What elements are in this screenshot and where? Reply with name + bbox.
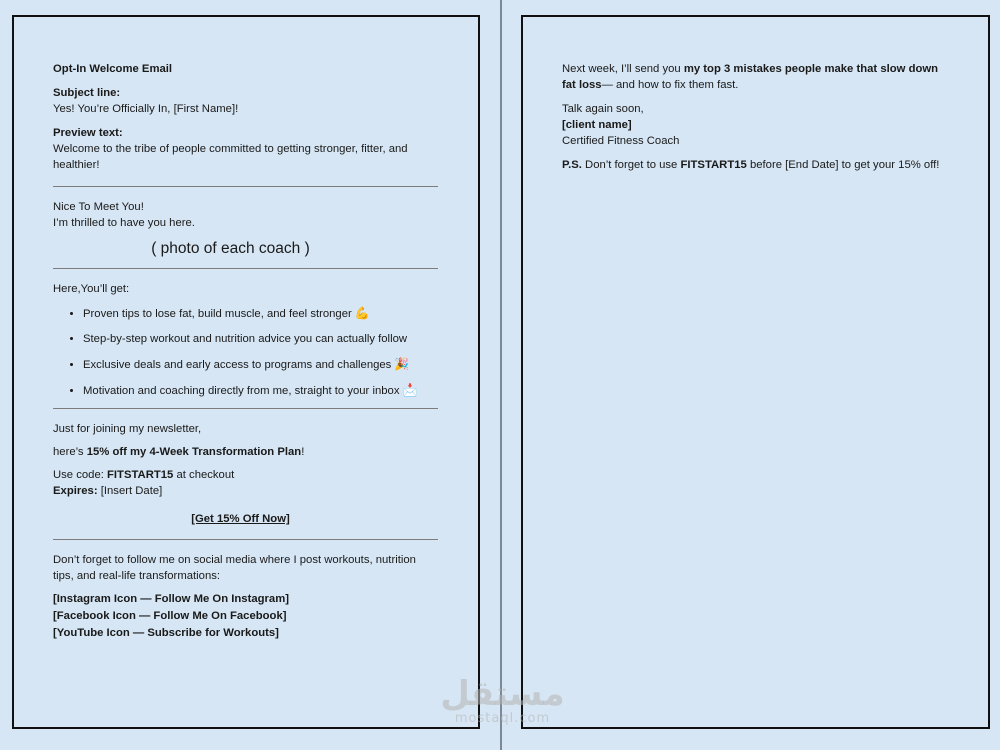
postscript: P.S. Don’t forget to use FITSTART15 before [End Date] to get your 15% off! [562, 159, 940, 171]
inbox-envelope-icon: 📩 [402, 383, 418, 397]
section-divider [53, 408, 438, 409]
benefit-item: • Exclusive deals and early access to programs and challenges 🎉 [83, 356, 438, 373]
section-divider [53, 268, 438, 269]
greeting: Nice To Meet You! [53, 201, 144, 213]
discount-code: FITSTART15 [107, 469, 174, 481]
offer-line: here’s 15% off my 4-Week Transformation Plan! [53, 446, 305, 458]
greeting-sub: I’m thrilled to have you here. [53, 217, 195, 229]
offer-intro: Just for joining my newsletter, [53, 423, 202, 435]
social-links [53, 591, 438, 642]
email-title: Opt-In Welcome Email [53, 63, 173, 75]
watermark-latin: mostaql.com [454, 711, 551, 726]
flexed-biceps-icon: 💪 [354, 306, 370, 320]
email-content-left [53, 61, 438, 642]
document-page-right [521, 15, 990, 729]
benefit-item: • Step-by-step workout and nutrition advice you can actually follow [83, 331, 438, 347]
preview-text: Welcome to the tribe of people committed to getting stronger, fitter, and healthier! [53, 143, 408, 171]
client-title: Certified Fitness Coach [562, 135, 680, 147]
party-popper-icon: 🎉 [394, 357, 410, 371]
next-week-teaser: Next week, I’ll send you my top 3 mistakes people make that slow down fat loss— and how to fix them fast. [562, 63, 939, 91]
watermark-arabic: مستقل [440, 674, 565, 714]
instagram-link[interactable]: [Instagram Icon — Follow Me On Instagram] [53, 593, 290, 605]
signoff: Talk again soon, [562, 103, 644, 115]
email-content-right [562, 61, 948, 173]
youtube-link[interactable]: [YouTube Icon — Subscribe for Workouts] [53, 627, 279, 639]
benefits-intro: Here,You’ll get: [53, 283, 130, 295]
section-divider [53, 186, 438, 187]
get-discount-link[interactable]: [Get 15% Off Now] [191, 513, 290, 525]
ps-discount-code: FITSTART15 [680, 159, 747, 171]
document-page-left [12, 15, 480, 729]
code-line: Use code: FITSTART15 at checkout [53, 469, 235, 481]
preview-label: Preview text: [53, 127, 123, 139]
client-name: [client name] [562, 119, 632, 131]
benefit-item: • Motivation and coaching directly from me, straight to your inbox 📩 [83, 382, 438, 399]
offer-highlight: 15% off my 4-Week Transformation Plan [86, 446, 302, 458]
benefits-list [53, 305, 438, 399]
subject-text: Yes! You’re Officially In, [First Name]! [53, 103, 239, 115]
social-intro: Don’t forget to follow me on social media where I post workouts, nutrition tips, and real-life transformations: [53, 554, 416, 582]
section-divider [53, 539, 438, 540]
facebook-link[interactable]: [Facebook Icon — Follow Me On Facebook] [53, 610, 287, 622]
expires-line: Expires: [Insert Date] [53, 485, 163, 497]
benefit-item: • Proven tips to lose fat, build muscle, and feel stronger 💪 [83, 305, 438, 322]
photo-caption: ( photo of each coach ) [151, 240, 310, 257]
cta-wrapper [53, 511, 428, 527]
page-divider [500, 0, 502, 750]
subject-label: Subject line: [53, 87, 121, 99]
